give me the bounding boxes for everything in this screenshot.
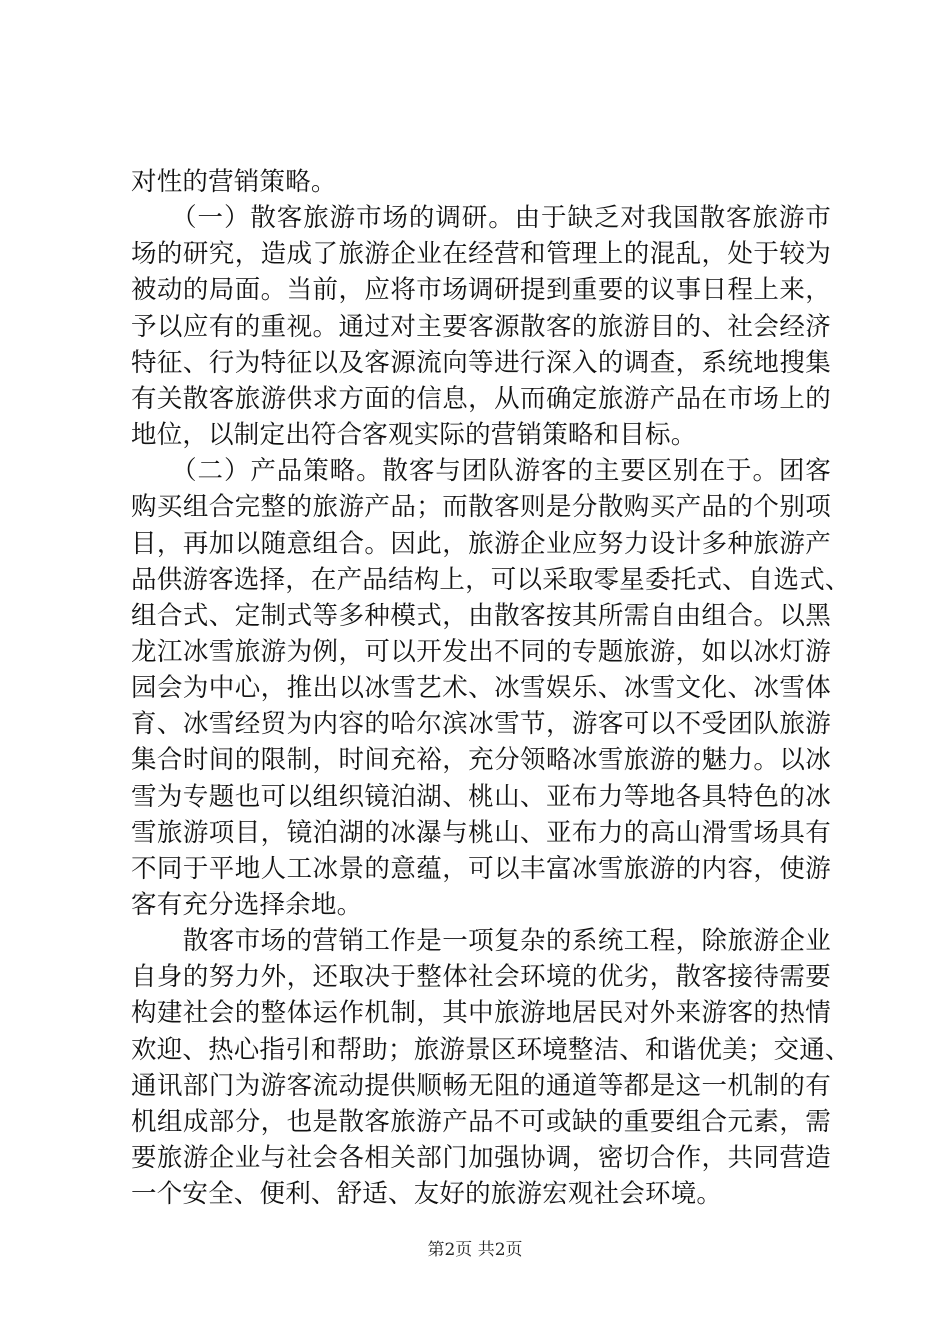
text-line: 对性的营销策略。: [131, 167, 337, 197]
text-line: 龙江冰雪旅游为例，可以开发出不同的专题旅游，如以冰灯游: [131, 636, 831, 667]
text-line: 地位，以制定出符合客观实际的营销策略和目标。: [131, 420, 697, 451]
text-line: 雪为专题也可以组织镜泊湖、桃山、亚布力等地各具特色的冰: [131, 781, 831, 812]
text-line: 特征、行为特征以及客源流向等进行深入的调查，系统地搜集: [131, 347, 831, 378]
text-line: 一个安全、便利、舒适、友好的旅游宏观社会环境。: [131, 1179, 723, 1210]
text-line: 客有充分选择余地。: [131, 890, 363, 920]
text-line: 品供游客选择，在产品结构上，可以采取零星委托式、自选式、: [131, 564, 851, 595]
text-line: 育、冰雪经贸为内容的哈尔滨冰雪节，游客可以不受团队旅游: [131, 709, 831, 740]
text-line: 机组成部分，也是散客旅游产品不可或缺的重要组合元素，需: [131, 1106, 831, 1137]
page-footer: 第2页 共2页: [427, 1240, 523, 1260]
text-line: 被动的局面。当前，应将市场调研提到重要的议事日程上来，: [131, 275, 831, 306]
text-line: 要旅游企业与社会各相关部门加强协调，密切合作，共同营造: [131, 1143, 831, 1174]
text-line: 场的研究，造成了旅游企业在经营和管理上的混乱，处于较为: [131, 239, 831, 270]
text-line: 予以应有的重视。通过对主要客源散客的旅游目的、社会经济: [131, 311, 831, 342]
text-line: 通讯部门为游客流动提供顺畅无阻的通道等都是这一机制的有: [131, 1070, 831, 1101]
text-line: 雪旅游项目，镜泊湖的冰瀑与桃山、亚布力的高山滑雪场具有: [131, 817, 831, 848]
text-line: 散客市场的营销工作是一项复杂的系统工程，除旅游企业: [131, 926, 831, 957]
text-line: 不同于平地人工冰景的意蕴，可以丰富冰雪旅游的内容，使游: [131, 853, 831, 884]
text-line: 购买组合完整的旅游产品；而散客则是分散购买产品的个别项: [131, 492, 831, 523]
text-line: 组合式、定制式等多种模式，由散客按其所需自由组合。以黑: [131, 600, 831, 631]
text-line: （一）散客旅游市场的调研。由于缺乏对我国散客旅游市: [131, 203, 831, 234]
text-line: 欢迎、热心指引和帮助；旅游景区环境整洁、和谐优美；交通、: [131, 1034, 851, 1065]
text-line: 自身的努力外，还取决于整体社会环境的优劣，散客接待需要: [131, 962, 831, 993]
text-line: 目，再加以随意组合。因此，旅游企业应努力设计多种旅游产: [131, 528, 831, 559]
text-line: （二）产品策略。散客与团队游客的主要区别在于。团客: [131, 456, 831, 487]
text-line: 构建社会的整体运作机制，其中旅游地居民对外来游客的热情: [131, 998, 831, 1029]
text-line: 园会为中心，推出以冰雪艺术、冰雪娱乐、冰雪文化、冰雪体: [131, 673, 831, 704]
text-line: 集合时间的限制，时间充裕，充分领略冰雪旅游的魅力。以冰: [131, 745, 831, 776]
text-line: 有关散客旅游供求方面的信息，从而确定旅游产品在市场上的: [131, 383, 831, 414]
